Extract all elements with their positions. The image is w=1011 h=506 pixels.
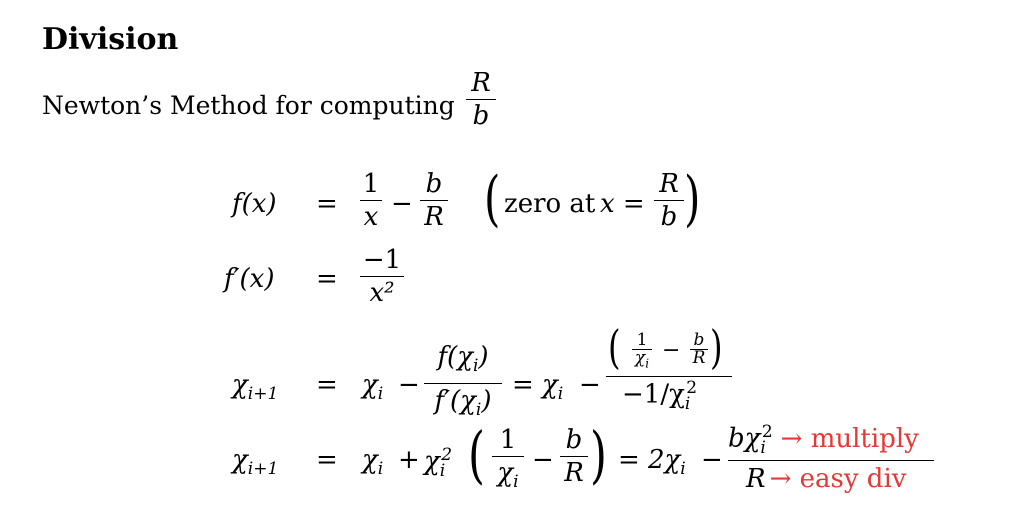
eq3-f2-paren-close: ) xyxy=(710,320,723,374)
eq1-term1 xyxy=(360,168,382,233)
eq1-term2-num: b xyxy=(425,169,443,199)
frac-denominator: b xyxy=(472,101,490,131)
eq3-chi: $\chi_i$ xyxy=(362,370,384,405)
eq2-den: x² xyxy=(369,278,395,308)
eq1-note-fraction xyxy=(654,168,684,233)
eq3-lhs: $\chi_{i+1}$ xyxy=(232,370,279,405)
eq3-f2-n1-den: $\chi_i$ xyxy=(634,348,650,371)
eq1-equals: = xyxy=(316,189,338,219)
eq3-fraction-2 xyxy=(606,320,732,422)
eq1-paren-open: ( xyxy=(484,164,501,234)
eq1-minus: − xyxy=(391,189,413,219)
eq1-note: zero at xyxy=(504,189,596,219)
eq3-chi-2: $\chi_i$ xyxy=(542,370,564,405)
eq3-f2-n2 xyxy=(690,332,708,367)
eq1-term1-den: x xyxy=(363,202,379,232)
eq3-f2-n1 xyxy=(632,332,652,372)
eq3-f2-bar xyxy=(606,376,732,377)
eq4-f-num: $b\chi_i^2$ → multiply xyxy=(728,422,919,458)
intro-fraction xyxy=(466,67,496,132)
eq4-p-den2: R xyxy=(564,458,584,488)
eq3-equals: = xyxy=(316,370,338,400)
eq3-f2-paren-open: ( xyxy=(608,320,621,374)
eq3-f2-minus: − xyxy=(662,338,681,363)
eq4-f-den: R → easy div xyxy=(746,464,907,494)
eq4-plus: + xyxy=(398,445,420,475)
section-title: Division xyxy=(42,22,179,57)
eq3-fraction-1 xyxy=(424,340,502,427)
eq4-p-frac2 xyxy=(560,424,588,489)
eq4-paren-close: ) xyxy=(590,418,607,491)
easy-div-annotation: → easy div xyxy=(769,464,907,494)
eq1-paren-close: ) xyxy=(684,164,701,234)
eq4-lhs: $\chi_{i+1}$ xyxy=(232,445,279,480)
eq4-two-chi: $2\chi_i$ xyxy=(648,445,686,480)
eq1-term2-den: R xyxy=(424,202,444,232)
eq3-f2-n2-num: b xyxy=(693,330,705,350)
eq4-f-bar xyxy=(728,460,934,461)
eq3-equals-2: = xyxy=(512,370,534,400)
eq4-equals: = xyxy=(316,445,338,475)
eq4-chi: $\chi_i$ xyxy=(362,445,384,480)
eq3-f1-num: $f(\chi_i)$ xyxy=(437,342,489,377)
eq4-p-den1: $\chi_i$ xyxy=(497,458,519,493)
eq2-fraction xyxy=(360,244,404,309)
eq2-equals: = xyxy=(316,264,338,294)
eq3-f2-n2-den: R xyxy=(692,348,706,368)
eq2-lhs: f′(x) xyxy=(224,264,275,294)
eq1-note-var: x = xyxy=(600,189,645,219)
intro-text: Newton’s Method for computing xyxy=(42,91,455,120)
eq1-lhs: f(x) xyxy=(232,189,277,219)
eq3-minus: − xyxy=(398,370,420,400)
eq3-minus-2: − xyxy=(579,370,601,400)
eq4-equals-2: = xyxy=(618,445,640,475)
eq3-f1-den: $f'(\chi_i)$ xyxy=(434,386,492,421)
eq1-term2 xyxy=(420,168,448,233)
eq4-fraction xyxy=(728,420,936,496)
eq4-p-frac1 xyxy=(492,424,524,498)
eq1-term1-num: 1 xyxy=(362,169,380,199)
eq3-f2-den: $-1/\chi_i^2$ xyxy=(622,378,698,414)
eq4-p-num1: 1 xyxy=(499,425,517,455)
eq2-num: −1 xyxy=(362,245,402,275)
multiply-annotation: → multiply xyxy=(780,423,919,454)
frac-numerator: R xyxy=(471,68,491,98)
eq4-p-num2: b xyxy=(565,425,583,455)
eq4-paren-open: ( xyxy=(468,418,485,491)
eq4-minus: − xyxy=(701,445,723,475)
eq1-note-num: R xyxy=(659,169,679,199)
eq4-chi-squared: $\chi_i^2$ xyxy=(424,445,453,481)
eq4-p-minus: − xyxy=(532,445,554,475)
eq1-note-den: b xyxy=(660,202,678,232)
eq3-f2-n1-num: 1 xyxy=(636,330,648,350)
